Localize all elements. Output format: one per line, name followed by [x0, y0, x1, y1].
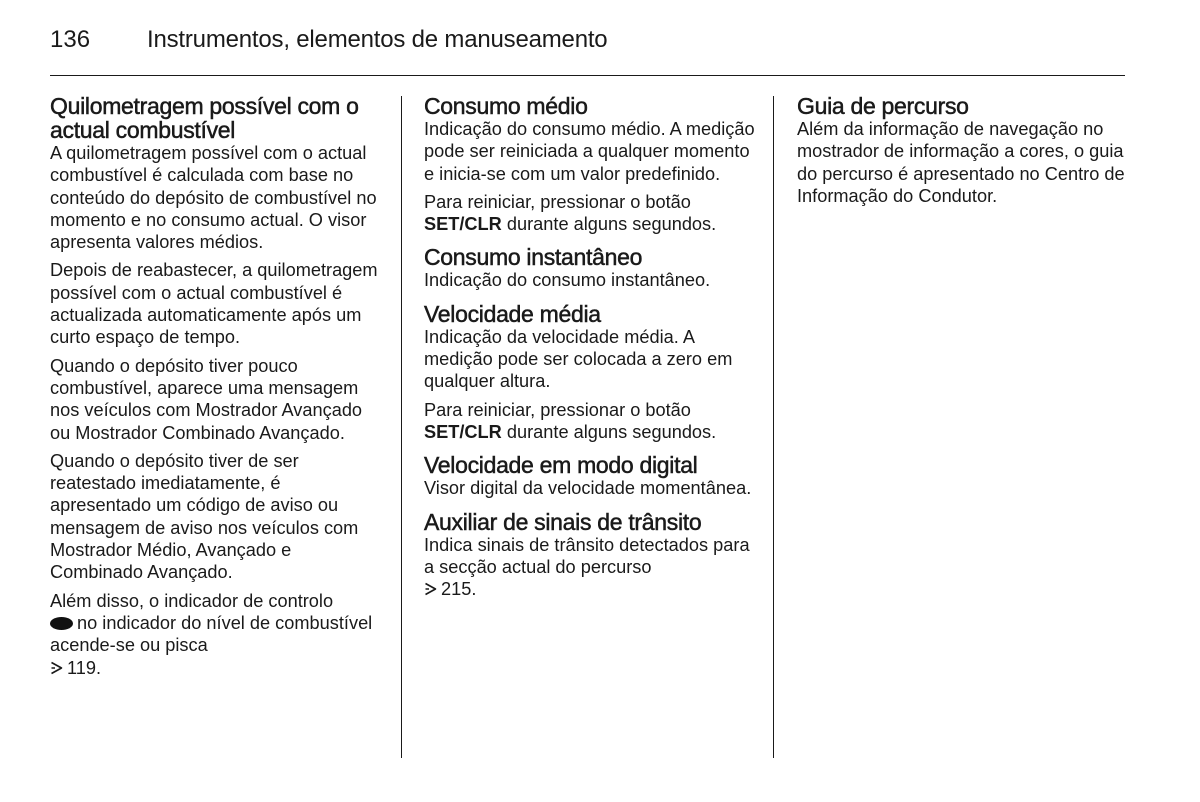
section-heading-consumo-instantaneo: Consumo instantâneo	[424, 244, 643, 271]
paragraph	[424, 534, 760, 601]
paragraph: A quilometragem possível com o actual combustível é calculada com base no conteúdo do depósito de combustível no momento e no consumo actual. O visor apresenta valores médios.	[50, 143, 377, 253]
column-divider-1	[401, 96, 402, 758]
paragraph: Indicação do consumo médio. A medição pode ser reiniciada a qualquer momento e inicia-se com um valor predefinido.	[424, 119, 755, 184]
page-reference-link[interactable]: 119.	[67, 657, 102, 678]
fuel-warning-indicator-icon	[50, 617, 73, 630]
page-number: 136	[50, 26, 91, 53]
paragraph	[424, 191, 760, 236]
column-3	[797, 94, 1133, 213]
paragraph-text: no indicador do nível de combustível acende-se ou pisca	[50, 612, 373, 656]
page-reference-icon	[424, 582, 437, 596]
paragraph: Além da informação de navegação no mostrador de informação a cores, o guia do percurso é apresentado no Centro de Informação do Condutor.	[797, 119, 1125, 206]
section-heading-consumo-medio: Consumo médio	[424, 93, 588, 119]
paragraph-text: Para reiniciar, pressionar o botão	[424, 191, 691, 212]
page-reference-link[interactable]: 215.	[441, 579, 477, 600]
column-1	[50, 94, 386, 685]
section-consumo-instantaneo	[424, 245, 760, 291]
column-divider-2	[773, 96, 774, 758]
set-clr-button-label: SET/CLR	[424, 214, 502, 235]
header-divider	[50, 75, 1125, 76]
section-heading-velocidade-media: Velocidade média	[424, 300, 601, 327]
paragraph: Indicação da velocidade média. A medição pode ser colocada a zero em qualquer altura.	[424, 326, 733, 392]
paragraph: Depois de reabastecer, a quilometragem possível com o actual combustível é actualizada automaticamente após um curto espaço de tempo.	[50, 260, 378, 348]
column-2	[424, 94, 760, 610]
paragraph-text: Para reiniciar, pressionar o botão	[424, 399, 691, 420]
section-velocidade-digital	[424, 453, 760, 499]
page-reference-icon	[50, 661, 63, 675]
set-clr-button-label: SET/CLR	[424, 421, 502, 442]
section-consumo-medio	[424, 94, 760, 235]
paragraph-text: Além disso, o indicador de controlo	[50, 590, 334, 611]
paragraph: Quando o depósito tiver de ser reatestado imediatamente, é apresentado um código de aviso ou mensagem de aviso nos veículos com Mostrador Médio, Avançado e Combinado Avançado.	[50, 450, 359, 583]
section-heading-quilometragem: Quilometragem possível com o actual combustível	[50, 93, 359, 143]
section-velocidade-media	[424, 302, 760, 443]
paragraph-text: durante alguns segundos.	[506, 421, 717, 442]
paragraph-text: Indica sinais de trânsito detectados para a secção actual do percurso	[424, 534, 750, 577]
paragraph	[424, 399, 760, 444]
paragraph-text: durante alguns segundos.	[506, 214, 717, 235]
paragraph: Visor digital da velocidade momentânea.	[424, 478, 752, 499]
paragraph: Quando o depósito tiver pouco combustível, aparece uma mensagem nos veículos com Mostrador Avançado ou Mostrador Combinado Avançado.	[50, 355, 363, 443]
section-heading-auxiliar-sinais: Auxiliar de sinais de trânsito	[424, 508, 702, 535]
paragraph	[50, 590, 386, 679]
page-header	[50, 26, 607, 56]
paragraph: Indicação do consumo instantâneo.	[424, 270, 711, 291]
section-auxiliar-sinais	[424, 510, 760, 601]
page-title: Instrumentos, elementos de manuseamento	[147, 26, 608, 53]
section-heading-guia-percurso: Guia de percurso	[797, 93, 969, 119]
section-heading-velocidade-digital: Velocidade em modo digital	[424, 452, 698, 479]
